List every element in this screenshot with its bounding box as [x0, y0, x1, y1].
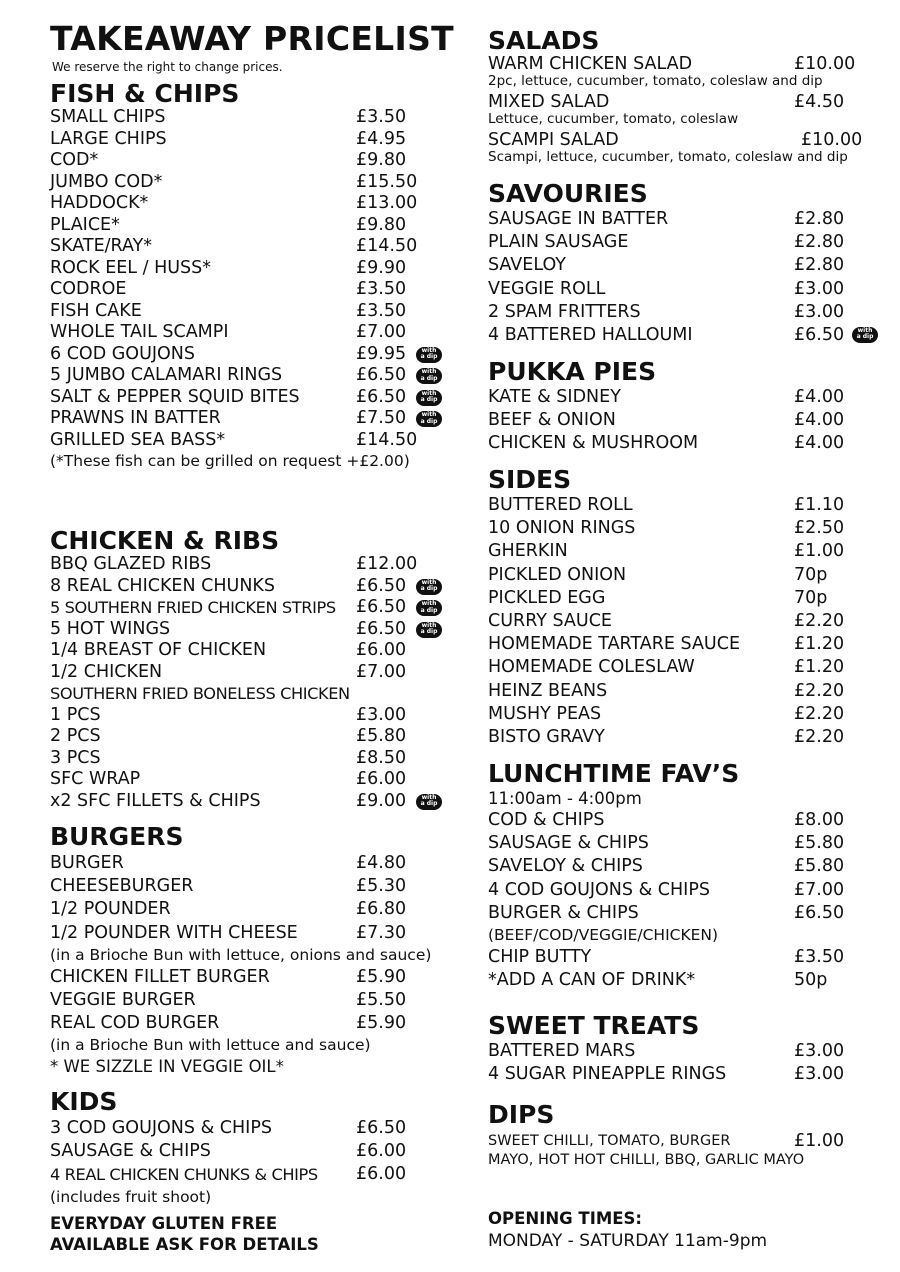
- gluten-line: EVERYDAY GLUTEN FREE: [50, 1214, 278, 1233]
- item-name: BUTTERED ROLL: [488, 495, 633, 515]
- menu-item: [50, 322, 460, 344]
- item-list: [488, 946, 878, 992]
- item-name: SAVELOY & CHIPS: [488, 856, 643, 877]
- menu-item: [488, 633, 878, 656]
- item-name: 8 REAL CHICKEN CHUNKS: [50, 575, 276, 596]
- item-price: £6.00: [356, 1141, 407, 1162]
- menu-item: [488, 386, 878, 409]
- menu-item: [488, 946, 878, 969]
- section-heading: SWEET TREATS: [488, 1011, 700, 1040]
- item-name: CHICKEN & MUSHROOM: [488, 433, 699, 454]
- item-price: £3.50: [356, 300, 407, 321]
- item-price: £5.30: [356, 876, 407, 897]
- section-heading: SAVOURIES: [488, 179, 648, 208]
- menu-item: [488, 54, 878, 74]
- dip-badge-line: a dip: [420, 417, 438, 425]
- gluten-free-notice: [50, 1213, 460, 1255]
- item-list: [488, 809, 878, 925]
- menu-item: [50, 989, 460, 1012]
- menu-item: [488, 564, 878, 587]
- item-description: Scampi, lettuce, cucumber, tomato, coleslaw and dip: [488, 149, 848, 165]
- section-note: (includes fruit shoot): [50, 1187, 212, 1206]
- item-price: £7.00: [794, 879, 845, 900]
- section-fish-chips: [50, 80, 460, 472]
- item-price: £6.50: [794, 902, 845, 923]
- item-name: 6 COD GOUJONS: [50, 343, 196, 364]
- item-name: 5 JUMBO CALAMARI RINGS: [50, 365, 283, 385]
- item-name: *ADD A CAN OF DRINK*: [488, 970, 696, 991]
- item-name: SKATE/RAY*: [50, 236, 153, 256]
- section-note: (BEEF/COD/VEGGIE/CHICKEN): [488, 925, 719, 944]
- item-price: £14.50: [356, 429, 418, 450]
- item-name: COD & CHIPS: [488, 810, 605, 830]
- section-heading: KIDS: [50, 1087, 118, 1116]
- menu-item: [488, 231, 878, 254]
- item-price: £2.80: [794, 232, 845, 253]
- menu-item: [50, 1140, 460, 1163]
- dips-text: SWEET CHILLI, TOMATO, BURGER: [488, 1133, 731, 1149]
- menu-item: [50, 150, 460, 172]
- item-list: [50, 966, 460, 1036]
- lunch-hours: 11:00am - 4:00pm: [488, 789, 642, 808]
- item-name: CODROE: [50, 279, 127, 299]
- item-list: [50, 1117, 460, 1187]
- item-price: £6.50: [356, 618, 407, 639]
- dip-badge-line: a dip: [856, 333, 874, 341]
- menu-item: [50, 365, 460, 387]
- item-price: £8.50: [356, 747, 407, 768]
- menu-item: [50, 1117, 460, 1140]
- item-name: MUSHY PEAS: [488, 703, 602, 724]
- item-name: SOUTHERN FRIED BONELESS CHICKEN: [50, 684, 350, 703]
- item-name: 5 SOUTHERN FRIED CHICKEN STRIPS: [50, 598, 336, 617]
- item-name: LARGE CHIPS: [50, 128, 167, 149]
- item-name: SCAMPI SALAD: [488, 130, 619, 150]
- item-list: [488, 386, 878, 456]
- item-price: £4.50: [794, 92, 845, 112]
- item-name: SAUSAGE IN BATTER: [488, 209, 669, 229]
- item-price: £6.50: [356, 597, 407, 617]
- item-list: [50, 554, 460, 812]
- menu-item: [488, 703, 878, 726]
- item-price: £1.20: [794, 657, 845, 678]
- item-name: SALT & PEPPER SQUID BITES: [50, 386, 300, 407]
- item-price: £3.50: [356, 107, 407, 127]
- item-price: 50p: [794, 970, 828, 991]
- item-name: 10 ONION RINGS: [488, 518, 636, 539]
- menu-item: [488, 902, 878, 925]
- dip-badge-line: a dip: [420, 585, 438, 592]
- menu-item: [488, 656, 878, 679]
- item-price: £6.50: [356, 386, 407, 407]
- menu-item: [50, 619, 460, 641]
- section-note: (in a Brioche Bun with lettuce, onions and sauce): [50, 945, 432, 964]
- menu-item: [50, 748, 460, 770]
- item-price: £3.00: [794, 301, 845, 322]
- item-price: £2.20: [794, 703, 845, 724]
- item-price: £3.00: [794, 278, 845, 299]
- with-a-dip-badge: [416, 794, 442, 810]
- with-a-dip-badge: [416, 600, 442, 616]
- item-price: £4.80: [356, 853, 407, 873]
- menu-item: [50, 387, 460, 409]
- section-heading: LUNCHTIME FAV’S: [488, 759, 740, 788]
- item-price: £6.00: [356, 1164, 407, 1185]
- item-name: SMALL CHIPS: [50, 107, 166, 127]
- item-description: 2pc, lettuce, cucumber, tomato, coleslaw and dip: [488, 73, 823, 89]
- menu-item: [50, 193, 460, 215]
- item-price: 70p: [794, 564, 828, 585]
- item-price: £4.00: [794, 410, 845, 431]
- menu-item: [488, 540, 878, 563]
- item-list: [488, 494, 878, 749]
- item-price: £6.50: [356, 1118, 407, 1138]
- menu-item: [50, 258, 460, 280]
- page-subtitle: We reserve the right to change prices.: [52, 60, 283, 74]
- gluten-line: AVAILABLE ASK FOR DETAILS: [50, 1235, 319, 1254]
- salad-list: [488, 54, 878, 165]
- item-price: £14.50: [356, 236, 418, 256]
- item-price: £3.00: [794, 1064, 845, 1085]
- section-heading: FISH & CHIPS: [50, 79, 240, 108]
- item-name: 3 COD GOUJONS & CHIPS: [50, 1118, 272, 1138]
- section-note: (in a Brioche Bun with lettuce and sauce): [50, 1036, 371, 1055]
- menu-item: [50, 215, 460, 237]
- section-salads: [488, 27, 878, 168]
- item-price: £2.20: [794, 726, 845, 747]
- item-name: BURGER & CHIPS: [488, 902, 639, 923]
- menu-item: [50, 554, 460, 576]
- item-price: £5.80: [356, 726, 407, 746]
- item-name: BISTO GRAVY: [488, 726, 605, 747]
- dip-badge-line: with: [857, 326, 873, 334]
- item-price: £6.50: [794, 324, 845, 345]
- section-burgers: [50, 823, 460, 1077]
- item-price: £5.80: [794, 856, 845, 877]
- item-price: £8.00: [794, 810, 845, 830]
- dip-badge-line: a dip: [420, 353, 438, 360]
- with-a-dip-badge: [416, 368, 442, 384]
- item-list: [50, 107, 460, 451]
- item-price: £6.00: [356, 769, 407, 789]
- item-name: WHOLE TAIL SCAMPI: [50, 322, 229, 342]
- with-a-dip-badge: [416, 411, 442, 427]
- item-price: £1.20: [794, 634, 845, 655]
- section-savouries: [488, 180, 878, 347]
- section-heading: CHICKEN & RIBS: [50, 526, 280, 555]
- item-price: £2.50: [794, 518, 845, 539]
- section-heading: SALADS: [488, 26, 600, 55]
- item-price: £6.00: [356, 640, 407, 660]
- item-price: £2.20: [794, 680, 845, 701]
- item-name: HEINZ BEANS: [488, 680, 608, 701]
- item-name: SAUSAGE & CHIPS: [50, 1141, 211, 1162]
- item-price: £5.90: [356, 966, 407, 987]
- item-name: PLAICE*: [50, 214, 120, 235]
- item-name: 1/2 CHICKEN: [50, 661, 163, 682]
- menu-item: [50, 898, 460, 921]
- menu-item: [50, 236, 460, 258]
- menu-item: [50, 107, 460, 129]
- menu-item: [488, 494, 878, 517]
- menu-item: [50, 344, 460, 366]
- menu-item: [50, 922, 460, 945]
- menu-item: [50, 769, 460, 791]
- dip-badge-line: a dip: [420, 800, 438, 807]
- section-note: (*These fish can be grilled on request +£2.00): [50, 452, 410, 470]
- item-name: HOMEMADE TARTARE SAUCE: [488, 634, 741, 655]
- item-name: VEGGIE ROLL: [488, 278, 606, 299]
- item-description: Lettuce, cucumber, tomato, coleslaw: [488, 111, 739, 127]
- menu-item: [488, 208, 878, 231]
- item-price: £10.00: [801, 130, 863, 150]
- menu-item: [50, 1012, 460, 1035]
- item-price: £5.90: [356, 1013, 407, 1034]
- item-price: £6.50: [356, 575, 407, 596]
- item-name: 1 PCS: [50, 704, 101, 725]
- dip-badge-line: with: [421, 389, 437, 397]
- menu-item: [488, 278, 878, 301]
- item-name: 4 SUGAR PINEAPPLE RINGS: [488, 1064, 727, 1085]
- item-name: CHICKEN FILLET BURGER: [50, 966, 270, 987]
- section-sides: [488, 466, 878, 749]
- item-name: 1/2 POUNDER WITH CHEESE: [50, 922, 298, 943]
- item-name: PLAIN SAUSAGE: [488, 232, 629, 253]
- item-price: £10.00: [794, 54, 856, 74]
- dip-badge-line: with: [421, 368, 437, 375]
- item-price: £5.50: [356, 989, 407, 1010]
- item-price: £1.10: [794, 495, 845, 515]
- item-name: 4 REAL CHICKEN CHUNKS & CHIPS: [50, 1165, 318, 1185]
- opening-hours: MONDAY - SATURDAY 11am-9pm: [488, 1231, 768, 1251]
- menu-item: [488, 517, 878, 540]
- menu-item: [50, 726, 460, 748]
- menu-item: [50, 408, 460, 430]
- item-price: £3.50: [794, 946, 845, 967]
- section-kids: [50, 1088, 460, 1208]
- with-a-dip-badge: [416, 622, 442, 638]
- item-name: CHIP BUTTY: [488, 946, 592, 967]
- menu-item: [50, 597, 460, 619]
- dip-badge-line: a dip: [420, 374, 438, 382]
- menu-item: [488, 254, 878, 277]
- item-name: CHEESEBURGER: [50, 876, 194, 897]
- item-name: 1/4 BREAST OF CHICKEN: [50, 640, 267, 660]
- dip-badge-line: with: [421, 600, 437, 607]
- dip-badge-line: with: [421, 793, 437, 801]
- menu-item: [488, 92, 878, 112]
- item-name: CURRY SAUCE: [488, 610, 612, 631]
- item-name: VEGGIE BURGER: [50, 989, 196, 1010]
- menu-item: [488, 726, 878, 749]
- menu-item: [50, 301, 460, 323]
- section-heading: PUKKA PIES: [488, 357, 657, 386]
- page-title: TAKEAWAY PRICELIST: [50, 19, 454, 58]
- menu-item: [488, 1063, 878, 1086]
- menu-item: [488, 409, 878, 432]
- menu-item: [50, 791, 460, 813]
- menu-item: [488, 610, 878, 633]
- item-name: 2 PCS: [50, 726, 101, 746]
- menu-item: [50, 279, 460, 301]
- menu-item: [488, 855, 878, 878]
- with-a-dip-badge: [416, 347, 442, 363]
- menu-item: [488, 324, 878, 347]
- item-name: WARM CHICKEN SALAD: [488, 54, 693, 74]
- opening-label: OPENING TIMES:: [488, 1209, 643, 1228]
- menu-item: [50, 129, 460, 151]
- menu-item: [488, 1040, 878, 1063]
- item-name: PICKLED ONION: [488, 564, 627, 585]
- section-dips: [488, 1101, 878, 1170]
- dips-line: MAYO, HOT HOT CHILLI, BBQ, GARLIC MAYO: [488, 1152, 805, 1168]
- section-heading: DIPS: [488, 1100, 555, 1129]
- menu-item: [50, 576, 460, 598]
- with-a-dip-badge: [852, 327, 878, 343]
- item-name: JUMBO COD*: [50, 171, 163, 192]
- item-price: £9.95: [356, 343, 407, 364]
- with-a-dip-badge: [416, 579, 442, 595]
- menu-item: [488, 809, 878, 832]
- item-name: SAUSAGE & CHIPS: [488, 833, 649, 854]
- opening-times: [488, 1208, 878, 1253]
- item-name: GRILLED SEA BASS*: [50, 429, 226, 450]
- menu-item: [488, 832, 878, 855]
- item-name: 4 BATTERED HALLOUMI: [488, 324, 693, 345]
- menu-item: [50, 966, 460, 989]
- with-a-dip-badge: [416, 390, 442, 406]
- menu-item: [50, 430, 460, 452]
- dip-badge-line: with: [421, 578, 437, 586]
- item-price: £13.00: [356, 193, 418, 213]
- menu-item: [488, 879, 878, 902]
- item-name: BBQ GLAZED RIBS: [50, 554, 212, 574]
- menu-item: [50, 875, 460, 898]
- item-price: £4.00: [794, 387, 845, 407]
- item-name: PRAWNS IN BATTER: [50, 408, 221, 428]
- menu-item: [50, 640, 460, 662]
- item-name: COD*: [50, 150, 99, 170]
- section-sweet-treats: [488, 1012, 878, 1086]
- item-price: £9.90: [356, 257, 407, 278]
- item-price: £5.80: [794, 833, 845, 854]
- item-name: GHERKIN: [488, 541, 568, 562]
- menu-item: [488, 587, 878, 610]
- item-price: £2.80: [794, 255, 845, 276]
- item-price: £3.00: [356, 704, 407, 725]
- item-name: HADDOCK*: [50, 193, 149, 213]
- menu-item: [50, 172, 460, 194]
- item-name: HOMEMADE COLESLAW: [488, 657, 695, 678]
- item-name: MIXED SALAD: [488, 92, 610, 112]
- menu-item: [50, 705, 460, 727]
- item-price: £7.30: [356, 922, 407, 943]
- item-price: £4.95: [356, 128, 407, 149]
- menu-item: [488, 680, 878, 703]
- item-name: 1/2 POUNDER: [50, 899, 171, 920]
- item-price: 70p: [794, 587, 828, 608]
- item-name: 2 SPAM FRITTERS: [488, 301, 641, 322]
- item-name: x2 SFC FILLETS & CHIPS: [50, 790, 261, 811]
- section-heading: SIDES: [488, 465, 572, 494]
- section-chicken-ribs: [50, 527, 460, 812]
- dip-badge-line: a dip: [420, 628, 438, 635]
- menu-item: [488, 130, 878, 150]
- item-price: £6.80: [356, 899, 407, 920]
- item-price: £7.00: [356, 661, 407, 682]
- item-name: 3 PCS: [50, 747, 101, 768]
- dip-badge-line: with: [421, 621, 437, 629]
- item-name: SAVELOY: [488, 255, 566, 276]
- section-heading: BURGERS: [50, 822, 184, 851]
- item-price: £12.00: [356, 554, 418, 574]
- item-list: [488, 1040, 878, 1086]
- item-price: £15.50: [356, 171, 418, 192]
- item-name: BATTERED MARS: [488, 1041, 636, 1061]
- item-name: ROCK EEL / HUSS*: [50, 257, 212, 278]
- menu-item: [50, 852, 460, 875]
- item-name: BEEF & ONION: [488, 410, 616, 431]
- item-price: £3.50: [356, 279, 407, 299]
- menu-item: [50, 662, 460, 684]
- item-name: BURGER: [50, 853, 124, 873]
- item-price: £2.80: [794, 209, 845, 229]
- item-price: £3.00: [794, 1041, 845, 1061]
- section-pies: [488, 358, 878, 456]
- item-price: £4.00: [794, 433, 845, 454]
- item-name: 5 HOT WINGS: [50, 618, 171, 639]
- section-note: * WE SIZZLE IN VEGGIE OIL*: [50, 1057, 284, 1077]
- dips-price: £1.00: [794, 1131, 845, 1151]
- section-lunchtime: [488, 760, 878, 992]
- dips-line: [488, 1132, 878, 1151]
- dip-badge-line: with: [421, 411, 437, 418]
- item-price: £7.00: [356, 322, 407, 342]
- menu-item: [488, 301, 878, 324]
- item-price: £7.50: [356, 408, 407, 428]
- item-list: [50, 852, 460, 945]
- dip-badge-line: a dip: [420, 396, 438, 403]
- dip-badge-line: a dip: [420, 606, 438, 614]
- item-name: 4 COD GOUJONS & CHIPS: [488, 879, 710, 900]
- item-price: £9.00: [356, 790, 407, 811]
- item-name: SFC WRAP: [50, 769, 141, 789]
- item-price: £2.20: [794, 610, 845, 631]
- menu-item: [488, 432, 878, 455]
- item-price: £9.80: [356, 150, 407, 170]
- item-name: FISH CAKE: [50, 300, 142, 321]
- item-name: REAL COD BURGER: [50, 1013, 220, 1034]
- item-price: £9.80: [356, 214, 407, 235]
- menu-item: [488, 969, 878, 992]
- item-price: £6.50: [356, 365, 407, 385]
- item-name: PICKLED EGG: [488, 587, 606, 608]
- menu-item: [50, 1163, 460, 1186]
- item-price: £1.00: [794, 541, 845, 562]
- menu-item: [50, 683, 460, 705]
- item-name: KATE & SIDNEY: [488, 387, 621, 407]
- dip-badge-line: with: [421, 346, 437, 354]
- item-list: [488, 208, 878, 347]
